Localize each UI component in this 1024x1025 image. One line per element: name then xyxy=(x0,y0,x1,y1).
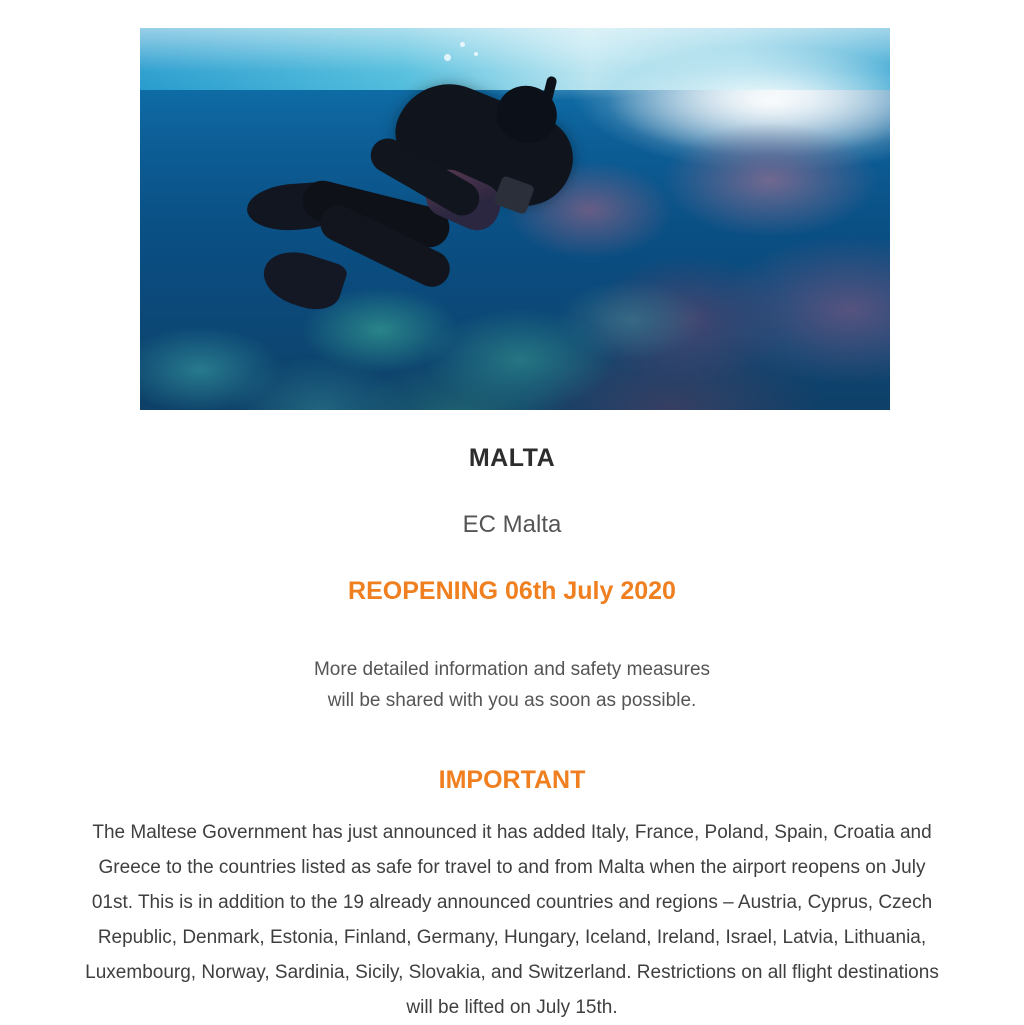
diver-icon xyxy=(245,68,665,338)
reopening-date: REOPENING 06th July 2020 xyxy=(348,577,676,605)
bubbles-icon xyxy=(440,34,510,74)
fin-icon xyxy=(257,243,349,317)
note-text xyxy=(0,654,1024,716)
underwater-scene xyxy=(140,28,890,410)
hero-image xyxy=(140,28,890,410)
text-content xyxy=(0,430,1024,1025)
announcement-body: The Maltese Government has just announced it has added Italy, France, Poland, Spain, Croatia and Greece to the countries listed as safe for travel to and from Malta when the airport reopens on July 01st. This is in addition to the 19 already announced countries and regions – Austria, Cyprus, Czech Republic, Denmark, Estonia, Finland, Germany, Hungary, Iceland, Ireland, Israel, Latvia, Lithuania, Luxembourg, Norway, Sardinia, Sicily, Slovakia, and Switzerland. Restrictions on all flight destinations will be lifted on July 15th. xyxy=(85,822,939,1018)
note-line-1: More detailed information and safety measures xyxy=(313,659,711,680)
note-line-2: will be shared with you as soon as possible. xyxy=(327,690,697,711)
country-title: MALTA xyxy=(468,444,556,472)
school-name: EC Malta xyxy=(462,511,562,538)
important-heading: IMPORTANT xyxy=(438,766,586,794)
